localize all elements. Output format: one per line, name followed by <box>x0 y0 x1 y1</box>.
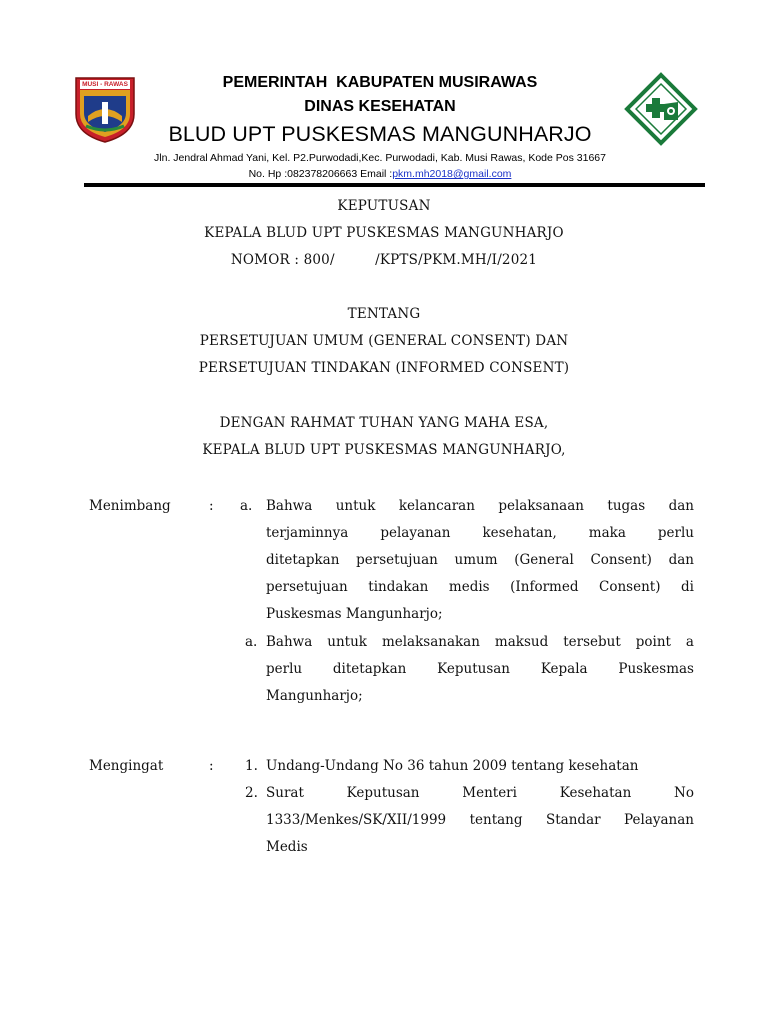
letterhead-contact <box>100 168 660 180</box>
menimbang-2-line-1: Bahwa untuk melaksanakan maksud tersebut point a <box>266 634 694 650</box>
menimbang-1-line-4: persetujuan tindakan medis (Informed Consent) di <box>266 579 694 595</box>
menimbang-marker-1: a. <box>240 498 253 514</box>
mengingat-marker-1: 1. <box>245 758 258 774</box>
mengingat-marker-2: 2. <box>245 785 258 801</box>
contact-phone: No. Hp :082378206663 Email : <box>248 168 393 180</box>
mengingat-colon: : <box>209 758 214 774</box>
about-line-2: PERSETUJUAN TINDAKAN (INFORMED CONSENT) <box>198 360 570 376</box>
mengingat-label: Mengingat <box>89 758 164 774</box>
menimbang-2-line-2: perlu ditetapkan Keputusan Kepala Puskesmas <box>266 661 694 677</box>
decree-number: NOMOR : 800/ /KPTS/PKM.MH/I/2021 <box>230 252 538 268</box>
letterhead-divider <box>84 183 705 187</box>
email-link[interactable]: pkm.mh2018@gmail.com <box>392 168 512 180</box>
menimbang-colon: : <box>209 498 214 514</box>
about-label: TENTANG <box>347 306 421 322</box>
emblem-text: MUSI - RAWAS <box>82 81 128 88</box>
letterhead-government: PEMERINTAH KABUPATEN MUSIRAWAS <box>222 74 538 91</box>
opening-line-1: DENGAN RAHMAT TUHAN YANG MAHA ESA, <box>219 415 549 431</box>
menimbang-label: Menimbang <box>89 498 171 514</box>
menimbang-1-line-2: terjaminnya pelayanan kesehatan, maka perlu <box>266 525 694 541</box>
menimbang-1-line-5: Puskesmas Mangunharjo; <box>266 606 443 622</box>
opening-line-2: KEPALA BLUD UPT PUSKESMAS MANGUNHARJO, <box>202 442 566 458</box>
menimbang-1-line-1: Bahwa untuk kelancaran pelaksanaan tugas dan <box>266 498 694 514</box>
menimbang-2-line-3: Mangunharjo; <box>266 688 363 704</box>
issuer: KEPALA BLUD UPT PUSKESMAS MANGUNHARJO <box>204 225 564 241</box>
letterhead-department: DINAS KESEHATAN <box>304 98 456 115</box>
menimbang-1-line-3: ditetapkan persetujuan umum (General Consent) dan <box>266 552 694 568</box>
mengingat-2-line-3: Medis <box>266 839 308 855</box>
mengingat-1-line-1: Undang-Undang No 36 tahun 2009 tentang kesehatan <box>266 758 639 774</box>
about-line-1: PERSETUJUAN UMUM (GENERAL CONSENT) DAN <box>199 333 569 349</box>
letterhead-address: Jln. Jendral Ahmad Yani, Kel. P2.Purwodadi,Kec. Purwodadi, Kab. Musi Rawas, Kode Pos 31667 <box>154 152 606 164</box>
letterhead-institution: BLUD UPT PUSKESMAS MANGUNHARJO <box>168 122 592 146</box>
doc-type: KEPUTUSAN <box>337 198 431 214</box>
mengingat-2-line-1: Surat Keputusan Menteri Kesehatan No <box>266 785 694 801</box>
menimbang-marker-2: a. <box>245 634 258 650</box>
mengingat-2-line-2: 1333/Menkes/SK/XII/1999 tentang Standar Pelayanan <box>266 812 694 828</box>
